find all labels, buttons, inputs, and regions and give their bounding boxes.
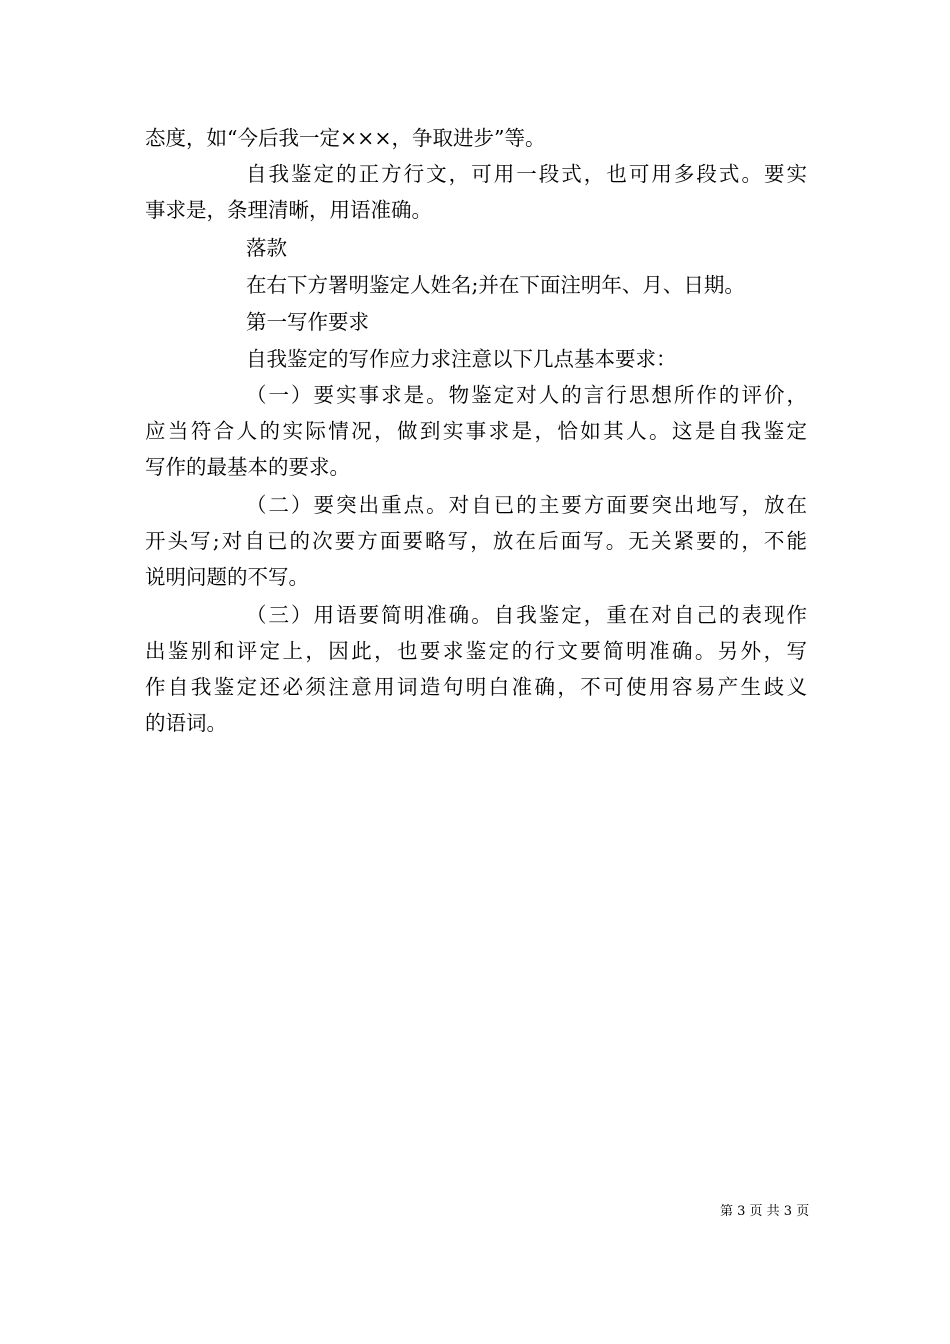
text-line: 开头写;对自已的次要方面要略写，放在后面写。无关紧要的，不能 [145,529,807,553]
text-line: （一）要实事求是。物鉴定对人的言行思想所作的评价， [246,383,807,407]
text-line: 说明问题的不写。 [145,565,309,589]
text-line: 事求是，条理清晰，用语准确。 [145,198,432,222]
text-line: 在右下方署明鉴定人姓名;并在下面注明年、月、日期。 [246,273,745,297]
text-line: 自我鉴定的正方行文，可用一段式，也可用多段式。要实 [246,162,807,186]
text-line: （三）用语要简明准确。自我鉴定，重在对自己的表现作 [246,603,807,627]
section-heading-signature: 落款 [246,236,287,260]
text-line: 作自我鉴定还必须注意用词造句明白准确，不可使用容易产生歧义 [145,675,807,699]
text-line: （二）要突出重点。对自已的主要方面要突出地写，放在 [246,493,807,517]
text-line: 应当符合人的实际情况，做到实事求是，恰如其人。这是自我鉴定 [145,419,807,443]
text-line: 自我鉴定的写作应力求注意以下几点基本要求： [246,347,677,371]
text-line: 态度，如“今后我一定×××，争取进步”等。 [145,126,546,150]
text-line: 写作的最基本的要求。 [145,455,350,479]
text-line: 的语词。 [145,711,227,735]
page-number: 第 3 页 共 3 页 [720,1204,810,1219]
section-heading-requirements: 第一写作要求 [246,310,369,334]
text-line: 出鉴别和评定上，因此，也要求鉴定的行文要简明准确。另外，写 [145,639,807,663]
